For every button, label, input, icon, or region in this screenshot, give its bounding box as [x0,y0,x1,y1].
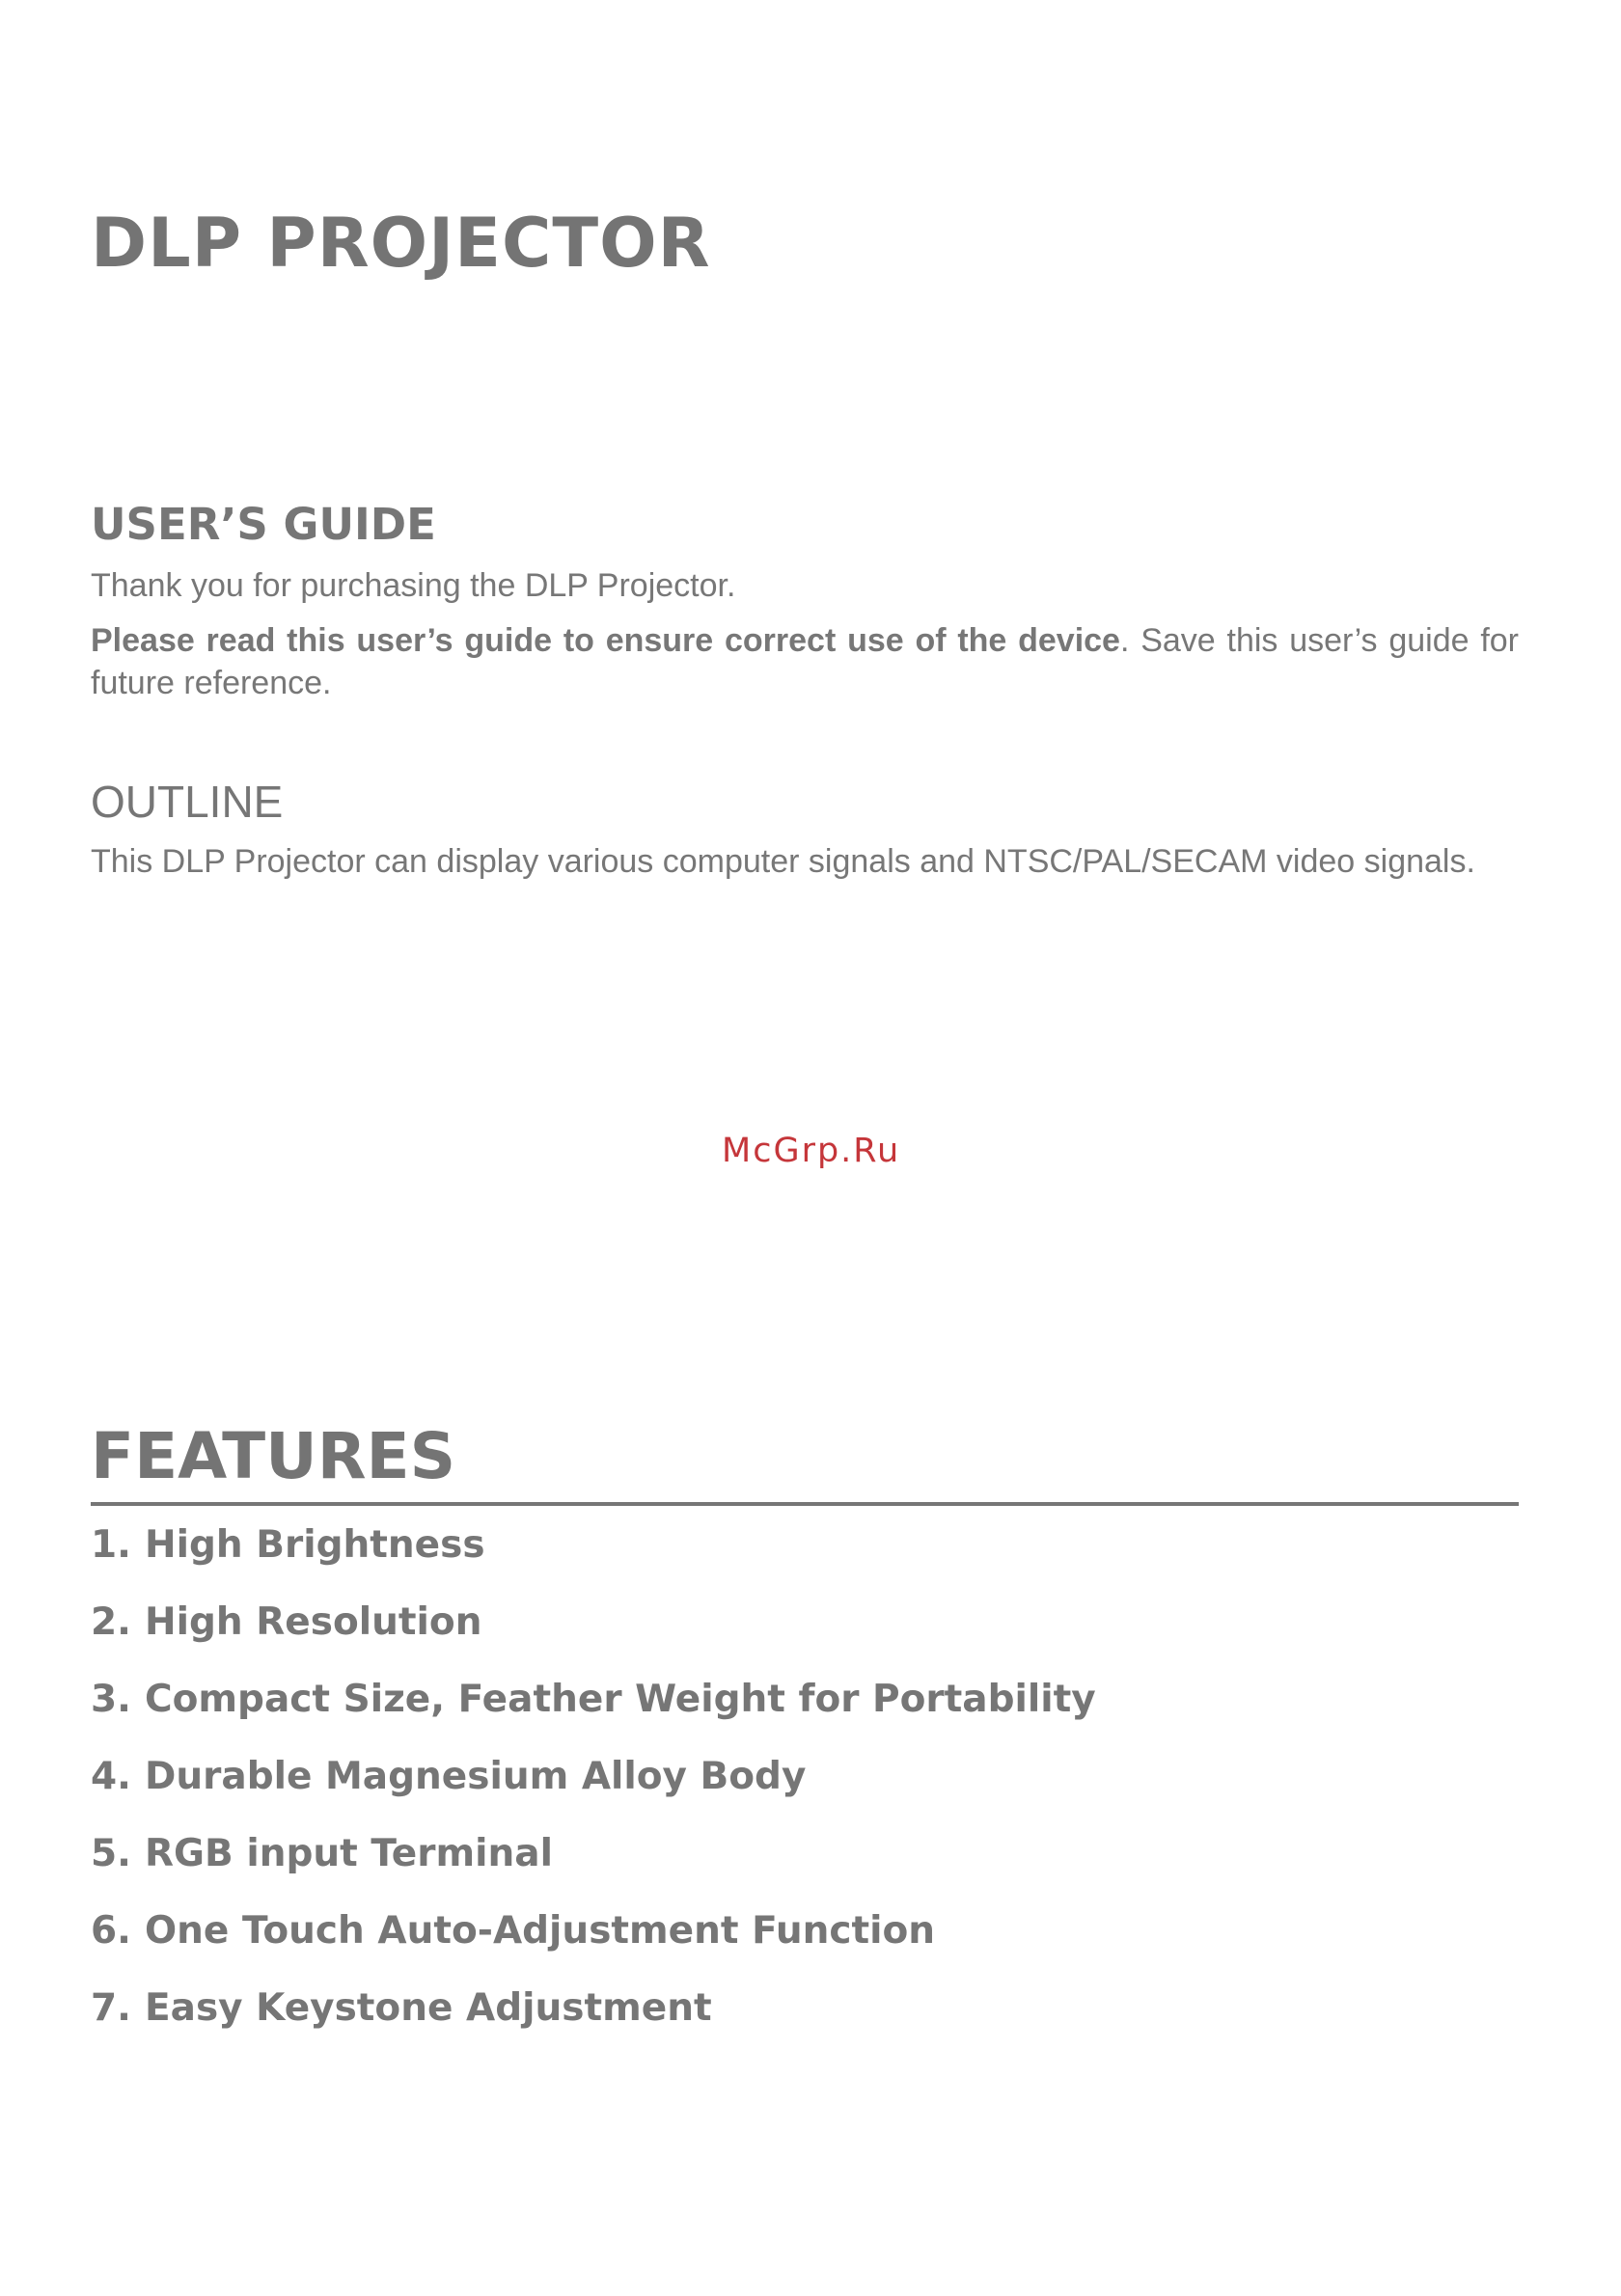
features-list [91,1522,1519,2063]
outline-text: This DLP Projector can display various computer signals and NTSC/PAL/SECAM video signals. [91,843,1475,880]
feature-item [91,1677,1519,1754]
feature-item [91,1599,1519,1677]
features-divider [91,1502,1519,1506]
feature-item [91,1831,1519,1908]
feature-item [91,1908,1519,1985]
feature-label: One Touch Auto-Adjustment Function [145,1909,936,1953]
feature-item [91,1754,1519,1831]
users-guide-heading: USER’S GUIDE [91,499,436,550]
please-read-paragraph [91,619,1519,704]
watermark-link[interactable]: McGrp.Ru [722,1132,901,1170]
thank-you-text: Thank you for purchasing the DLP Projector. [91,567,736,604]
feature-number: 3. [91,1678,131,1721]
please-read-bold-text: Please read this user’s guide to ensure correct use of the device [91,622,1120,659]
please-read-rest-text: . Save this user’s guide for future reference. [91,622,1520,701]
page-title: DLP PROJECTOR [91,204,711,283]
feature-label: Easy Keystone Adjustment [145,1986,712,2030]
feature-item [91,1522,1519,1599]
feature-label: High Brightness [145,1523,485,1567]
feature-label: High Resolution [145,1600,482,1644]
outline-heading: OUTLINE [91,777,284,827]
feature-label: Durable Magnesium Alloy Body [145,1755,807,1798]
feature-number: 2. [91,1600,131,1644]
feature-number: 4. [91,1755,131,1798]
feature-number: 1. [91,1523,131,1567]
feature-label: Compact Size, Feather Weight for Portability [145,1678,1096,1721]
feature-number: 6. [91,1909,131,1953]
feature-number: 5. [91,1832,131,1875]
feature-label: RGB input Terminal [145,1832,553,1875]
feature-number: 7. [91,1986,131,2030]
features-heading: FEATURES [91,1419,456,1493]
feature-item [91,1985,1519,2063]
